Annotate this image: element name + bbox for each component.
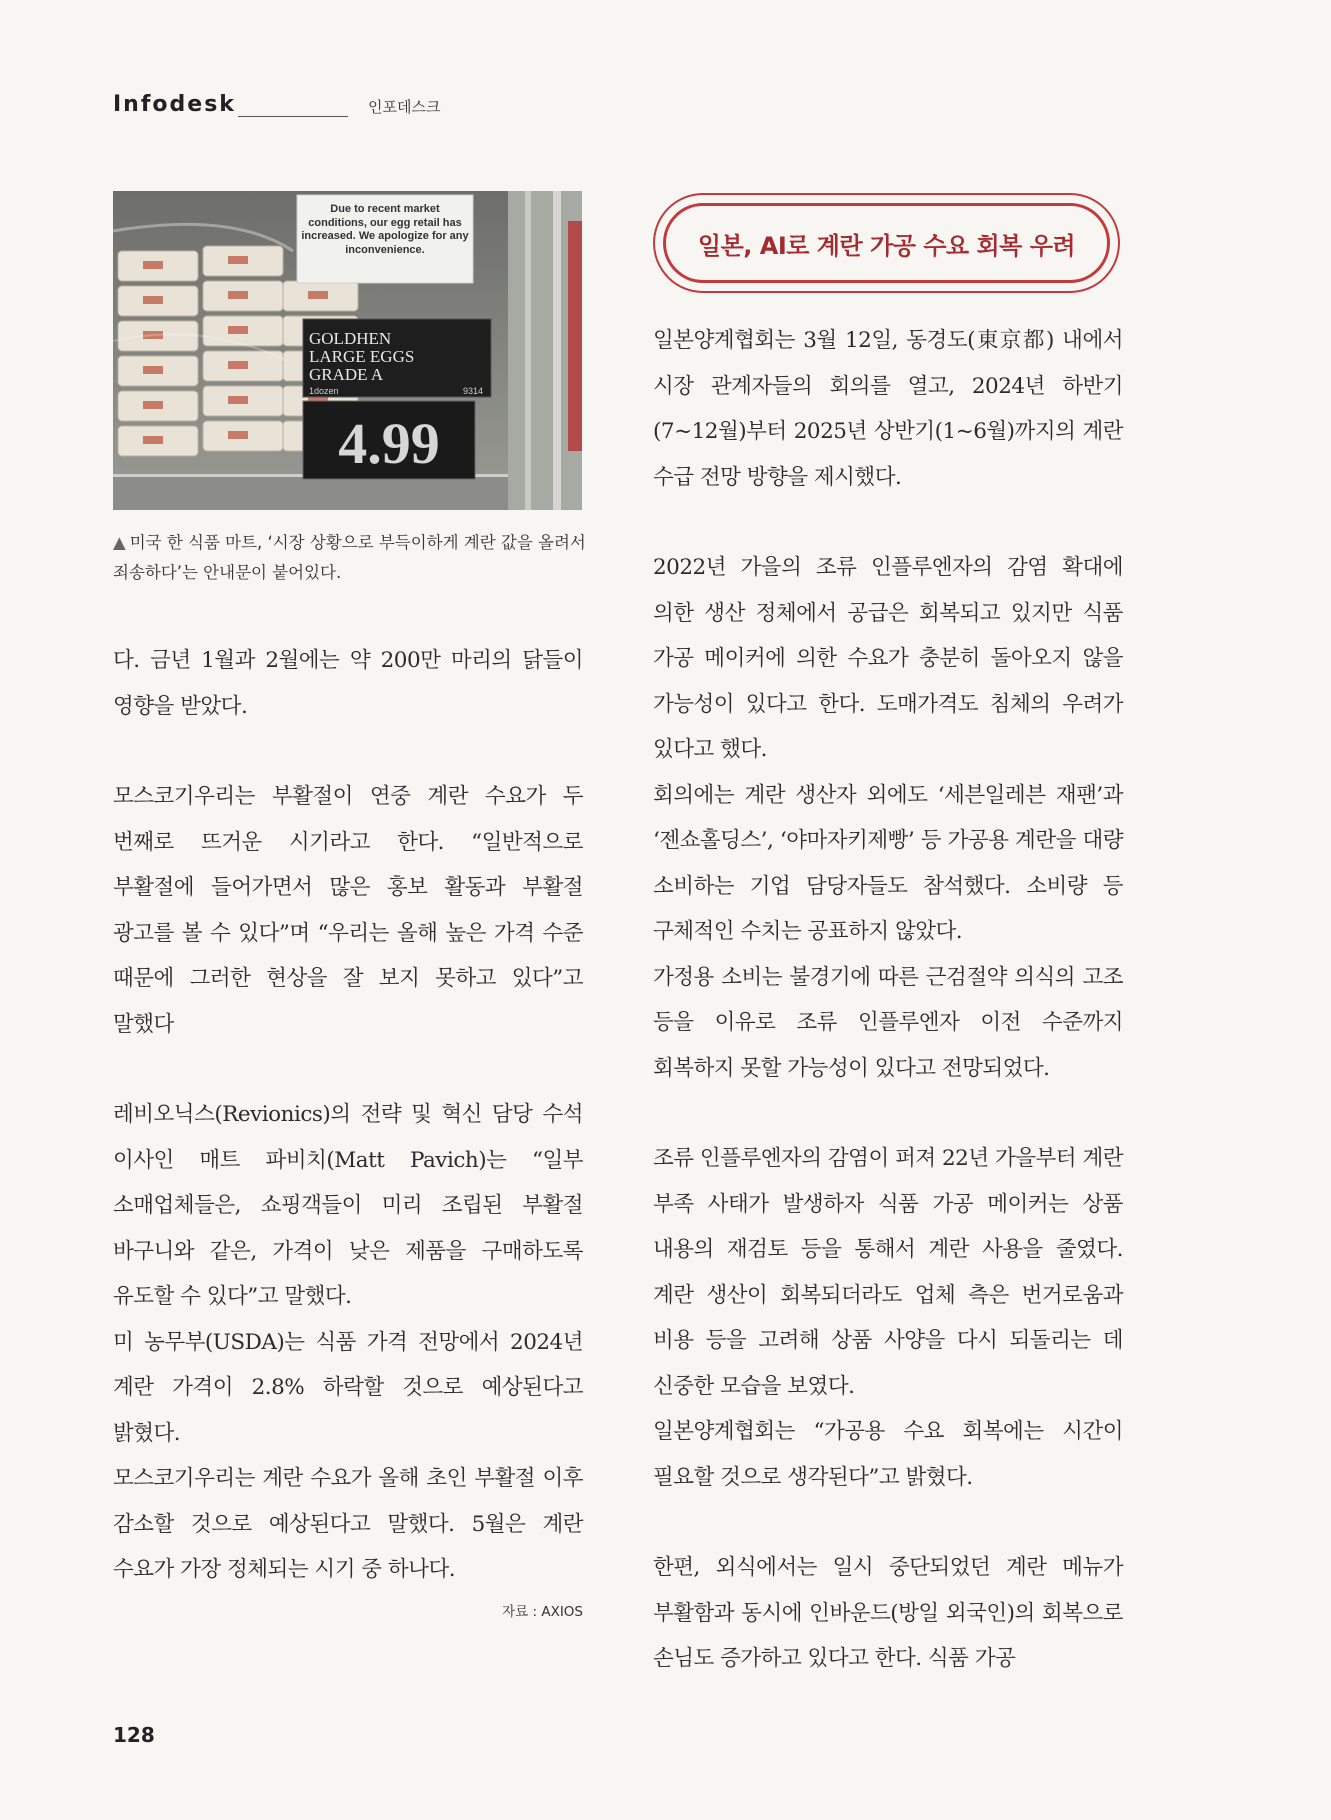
body-paragraph: 가정용 소비는 불경기에 따른 근검절약 의식의 고조 등을 이유로 조류 인플루엔자 이전 수준까지 회복하지 못할 가능성이 있다고 전망되었다. [653,964,1123,1081]
body-paragraph: 미 농무부(USDA)는 식품 가격 전망에서 2024년 계란 가격이 2.8% 하락할 것으로 예상된다고 밝혔다. [113,1329,583,1446]
egg-label-code: 9314 [463,386,484,396]
photo-caption [113,528,593,588]
body-paragraph: 일본양계협회는 3월 12일, 동경도(東京都) 내에서 시장 관계자들의 회의를 열고, 2024년 하반기(7~12월)부터 2025년 상반기(1~6월)까지의 계란 수급 전망 방향을 제시했다. [653,328,1123,490]
section-title: 인포데스크 [368,98,441,116]
body-paragraph: 레비오닉스(Revionics)의 전략 및 혁신 담당 수석 이사인 매트 파비치(Matt Pavich)는 “일부 소매업체들은, 쇼핑객들이 미리 조립된 부활절 바구니와 같은, 가격이 낮은 제품을 구매하도록 유도할 수 있다”고 말했다. [113,1102,583,1309]
egg-shelf-photo [113,191,582,510]
price-tag: 4.99 [338,411,440,476]
caption-text: 미국 한 식품 마트, ‘시장 상황으로 부득이하게 계란 값을 올려서 죄송하다’는 안내문이 붙어있다. [113,533,586,582]
header-rule [238,116,348,117]
headline-inner-border [663,203,1110,283]
body-paragraph: 일본양계협회는 “가공용 수요 회복에는 시간이 필요할 것으로 생각된다”고 밝혔다. [653,1419,1123,1490]
body-paragraph: 한편, 외식에서는 일시 중단되었던 계란 메뉴가 부활함과 동시에 인바운드(방일 외국인)의 회복으로 손님도 증가하고 있다고 한다. 식품 가공 [653,1555,1123,1671]
egg-label-line-1: GOLDHEN [309,329,392,348]
right-column [653,318,1123,1682]
caption-triangle-icon: ▲ [113,533,126,552]
body-paragraph: 모스코기우리는 부활절이 연중 계란 수요가 두 번째로 뜨거운 시기라고 한다. “일반적으로 부활절에 들어가면서 많은 홍보 활동과 부활절 광고를 볼 수 있다”며 “우리는 올해 높은 가격 수준 때문에 그러한 현상을 잘 보지 못하고 있다”고 말했다 [113,784,583,1037]
price-increase-sign: Due to recent market conditions, our egg retail has increased. We apologize for any inconvenience. [301,203,469,256]
body-paragraph: 2022년 가을의 조류 인플루엔자의 감염 확대에 의한 생산 정체에서 공급은 회복되고 있지만 식품 가공 메이커에 의한 수요가 충분히 돌아오지 않을 가능성이 있다고 한다. 도매가격도 침체의 우려가 있다고 했다. [653,555,1123,762]
egg-label-qty: 1dozen [309,386,339,396]
body-paragraph: 회의에는 계란 생산자 외에도 ‘세븐일레븐 재팬’과 ‘젠쇼홀딩스’, ‘야마자키제빵’ 등 가공용 계란을 대량 소비하는 기업 담당자들도 참석했다. 소비량 등 구체적인 수치는 공표하지 않았다. [653,782,1123,944]
article-headline-box [653,193,1120,293]
egg-shelf-illustration [113,191,582,510]
egg-label-line-2: LARGE EGGS [309,347,415,366]
page-number: 128 [113,1723,155,1747]
body-paragraph: 다. 금년 1월과 2월에는 약 200만 마리의 닭들이 영향을 받았다. [113,648,583,719]
magazine-section-brand: Infodesk [113,92,236,117]
egg-label-line-3: GRADE A [309,365,384,384]
article-headline: 일본, AI로 계란 가공 수요 회복 우려 [697,231,1076,260]
body-paragraph: 모스코기우리는 계란 수요가 올해 초인 부활절 이후 감소할 것으로 예상된다고 말했다. 5월은 계란 수요가 가장 정체되는 시기 중 하나다. [113,1466,583,1582]
body-paragraph: 조류 인플루엔자의 감염이 퍼져 22년 가을부터 계란 부족 사태가 발생하자 식품 가공 메이커는 상품 내용의 재검토 등을 통해서 계란 사용을 줄였다. 계란 생산이 회복되더라도 업체 측은 번거로움과 비용 등을 고려해 상품 사양을 다시 되돌리는 데 신중한 모습을 보였다. [653,1146,1123,1399]
source-credit: 자료 : AXIOS [502,1604,583,1620]
left-column [113,638,583,1593]
